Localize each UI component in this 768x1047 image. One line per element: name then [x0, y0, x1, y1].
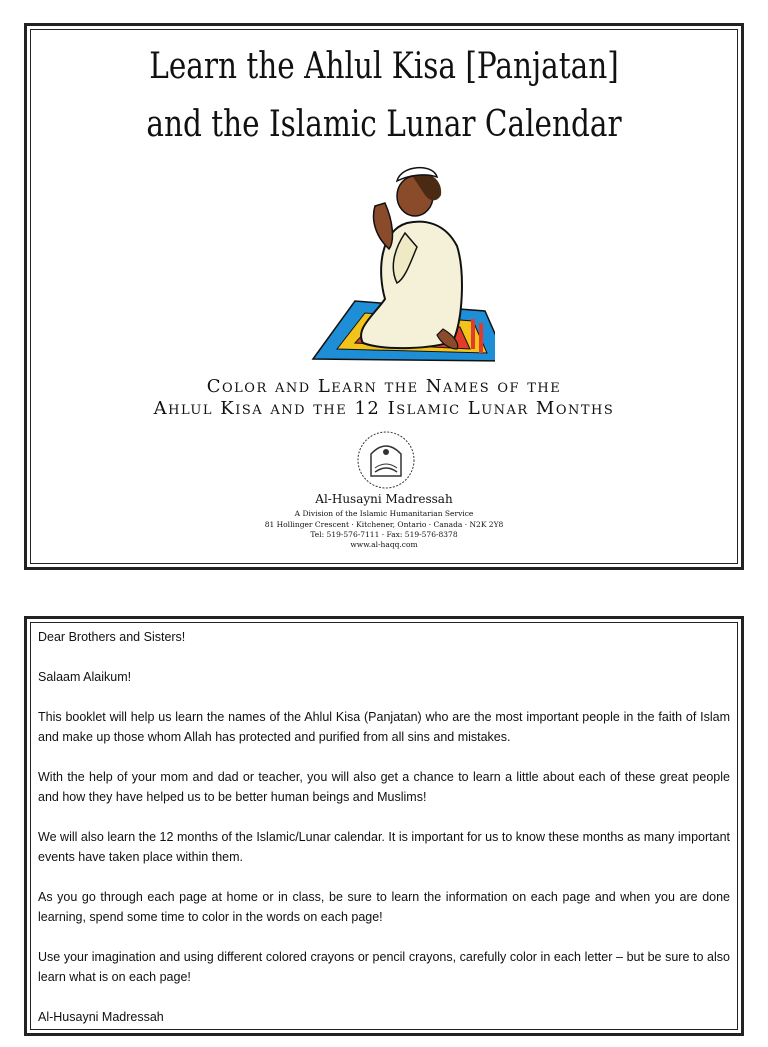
intro-letter-page: [24, 616, 744, 1036]
organization-division: A Division of the Islamic Humanitarian Service: [294, 509, 474, 518]
letter-paragraph: We will also learn the 12 months of the Islamic/Lunar calendar. It is important for us to know these months as many important events have taken place within them.: [38, 830, 730, 864]
organization-logo-icon: [349, 424, 424, 490]
letter-paragraph: As you go through each page at home or in class, be sure to learn the information on each page and when you are done learning, spend some time to color in the words on each page!: [38, 890, 730, 924]
organization-name: Al-Husayni Madressah: [315, 492, 453, 506]
cover-page: [24, 23, 744, 570]
cover-title-line-2: and the Islamic Lunar Calendar: [146, 104, 622, 145]
letter-greeting: Salaam Alaikum!: [38, 670, 132, 684]
organization-address: 81 Hollinger Crescent · Kitchener, Ontario · Canada · N2K 2Y8: [264, 520, 504, 529]
letter-signature: Al-Husayni Madressah: [38, 1010, 164, 1024]
organization-phone-fax: Tel: 519-576-7111 · Fax: 519-576-8378: [310, 530, 458, 539]
letter-paragraph: With the help of your mom and dad or teacher, you will also get a chance to learn a little about each of these great people and how they have helped us to be better human beings and Muslims!: [38, 770, 730, 804]
cover-subtitle-line-2: Ahlul Kisa and the 12 Islamic Lunar Months: [153, 398, 615, 419]
cover-subtitle-line-1: Color and Learn the Names of the: [206, 376, 562, 397]
letter-paragraph: This booklet will help us learn the names of the Ahlul Kisa (Panjatan) who are the most important people in the faith of Islam and make up those whom Allah has protected and purified from all sins and mistakes.: [38, 710, 730, 744]
letter-salutation: Dear Brothers and Sisters!: [38, 630, 186, 644]
cover-title-line-1: Learn the Ahlul Kisa [Panjatan]: [149, 46, 619, 87]
praying-child-illustration: [285, 151, 495, 366]
letter-paragraph: Use your imagination and using different colored crayons or pencil crayons, carefully color in each letter – but be sure to also learn what is on each page!: [38, 950, 730, 984]
letter-body: [38, 627, 730, 1047]
organization-website: www.al-haqq.com: [350, 540, 418, 549]
